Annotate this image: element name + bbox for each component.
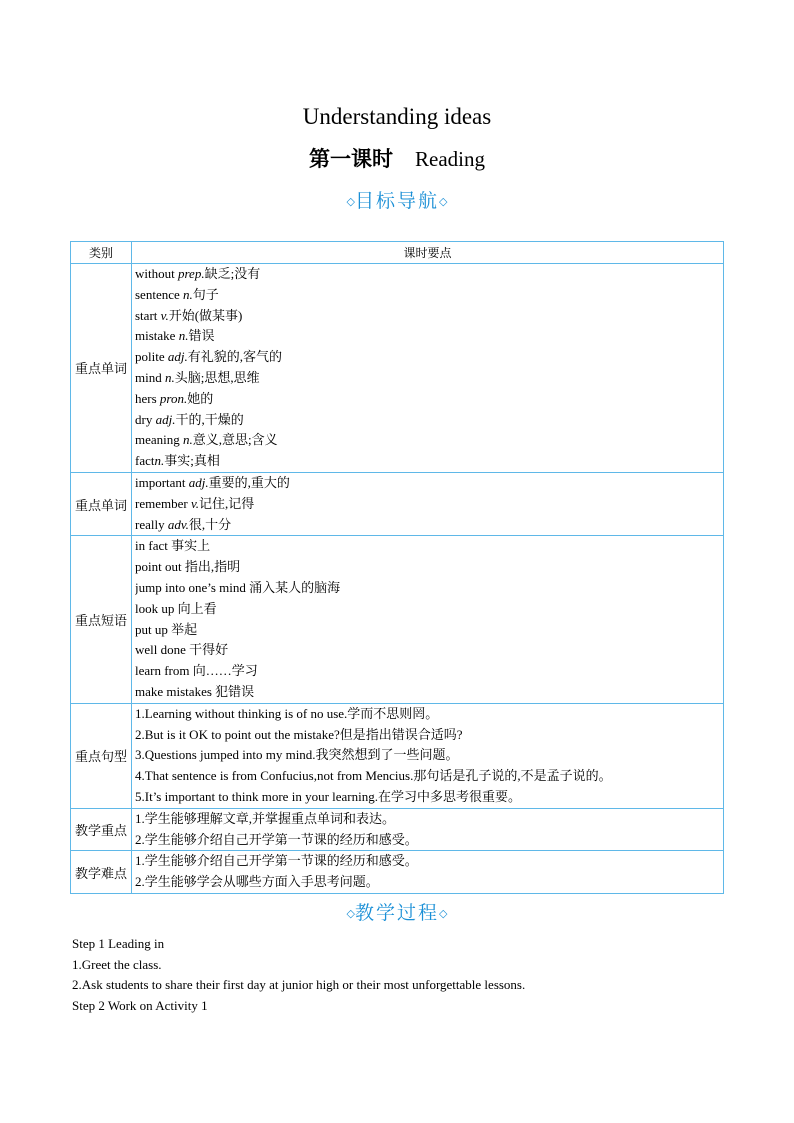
lesson-number: 第一课时 <box>309 147 393 171</box>
meaning-text: 有礼貌的,客气的 <box>187 349 282 365</box>
process-line: 1.Greet the class. <box>72 957 162 972</box>
point-line <box>135 809 723 830</box>
term-text: 2.学生能够学会从哪些方面入手思考问题。 <box>135 874 379 890</box>
point-line <box>135 661 723 682</box>
meaning-text: 开始(做某事) <box>168 307 243 323</box>
term-text: dry <box>135 411 156 427</box>
meaning-text: 很,十分 <box>188 516 232 532</box>
point-line <box>135 830 723 851</box>
point-line <box>135 473 723 494</box>
points-cell <box>132 472 724 535</box>
point-line <box>135 306 723 327</box>
column-header-category: 类别 <box>71 242 132 264</box>
process-line: Step 2 Work on Activity 1 <box>72 998 208 1013</box>
category-cell: 重点短语 <box>71 536 132 703</box>
point-line <box>135 285 723 306</box>
meaning-text: 记住,记得 <box>199 495 255 511</box>
term-text: in fact 事实上 <box>135 538 211 554</box>
table-row <box>71 264 724 473</box>
term-text: 4.That sentence is from Confucius,not from Mencius.那句话是孔子说的,不是孟子说的。 <box>135 768 612 784</box>
section-title: 教学过程 <box>354 902 439 924</box>
lesson-points-table <box>70 241 724 894</box>
term-text: 1.学生能够介绍自己开学第一节课的经历和感受。 <box>135 853 418 869</box>
point-line <box>135 264 723 285</box>
points-cell <box>132 264 724 473</box>
term-text: jump into one’s mind 涌入某人的脑海 <box>135 579 341 595</box>
term-text: meaning <box>135 432 184 448</box>
point-line <box>135 620 723 641</box>
part-of-speech: adj. <box>155 411 176 427</box>
meaning-text: 重要的,重大的 <box>208 474 290 490</box>
part-of-speech: n. <box>178 328 189 344</box>
point-line <box>135 725 723 746</box>
point-line <box>135 389 723 410</box>
part-of-speech: adv. <box>167 516 189 532</box>
meaning-text: 句子 <box>192 286 219 302</box>
point-line <box>135 745 723 766</box>
term-text: fact <box>135 453 155 469</box>
category-cell: 重点单词 <box>71 472 132 535</box>
term-text: hers <box>135 390 160 406</box>
diamond-icon: ◇ <box>346 195 355 208</box>
diamond-icon: ◇ <box>439 907 448 920</box>
point-line <box>135 578 723 599</box>
point-line <box>135 640 723 661</box>
point-line <box>135 682 723 703</box>
term-text: important <box>135 474 189 490</box>
part-of-speech: v. <box>160 307 169 323</box>
part-of-speech: prep. <box>177 266 205 281</box>
meaning-text: 错误 <box>188 328 215 344</box>
point-line <box>135 451 723 472</box>
point-line <box>135 368 723 389</box>
point-line <box>135 787 723 808</box>
term-text: 2.学生能够介绍自己开学第一节课的经历和感受。 <box>135 831 418 847</box>
diamond-icon: ◇ <box>439 195 448 208</box>
point-line <box>135 410 723 431</box>
part-of-speech: v. <box>190 495 200 511</box>
term-text: mistake <box>135 328 179 344</box>
term-text: sentence <box>135 286 184 302</box>
point-line <box>135 347 723 368</box>
meaning-text: 意义,意思;含义 <box>192 432 278 448</box>
process-line: 2.Ask students to share their first day at junior high or their most unforgettable lessons. <box>72 977 526 992</box>
table-header-row <box>71 242 724 264</box>
table-row <box>71 536 724 703</box>
meaning-text: 头脑;思想,思维 <box>174 369 260 385</box>
term-text: look up 向上看 <box>135 600 217 616</box>
term-text: 3.Questions jumped into my mind.我突然想到了一些问题。 <box>135 747 459 763</box>
part-of-speech: n. <box>154 453 165 469</box>
process-line: Step 1 Leading in <box>72 936 165 951</box>
point-line <box>135 599 723 620</box>
point-line <box>135 704 723 725</box>
term-text: 5.It’s important to think more in your learning.在学习中多思考很重要。 <box>135 788 521 804</box>
meaning-text: 干的,干燥的 <box>175 411 244 427</box>
points-cell <box>132 536 724 703</box>
table-row <box>71 703 724 808</box>
table-row <box>71 851 724 894</box>
term-text: make mistakes 犯错误 <box>135 683 255 699</box>
term-text: mind <box>135 369 165 385</box>
table-row <box>71 808 724 851</box>
meaning-text: 她的 <box>187 390 214 406</box>
point-line <box>135 872 723 893</box>
page-title: Understanding ideas <box>302 104 492 129</box>
diamond-icon: ◇ <box>346 907 355 920</box>
meaning-text: 事实;真相 <box>164 453 220 469</box>
term-text: point out 指出,指明 <box>135 559 241 575</box>
term-text: really <box>135 516 168 532</box>
points-cell <box>132 703 724 808</box>
section-heading-process <box>0 900 794 927</box>
category-cell: 教学难点 <box>71 851 132 894</box>
part-of-speech: adj. <box>167 349 188 365</box>
category-cell: 教学重点 <box>71 808 132 851</box>
point-line <box>135 851 723 872</box>
points-cell <box>132 851 724 894</box>
term-text: start <box>135 307 161 323</box>
part-of-speech: n. <box>164 369 175 385</box>
term-text: polite <box>135 349 168 365</box>
part-of-speech: adj. <box>188 474 209 490</box>
category-cell: 重点句型 <box>71 703 132 808</box>
point-line <box>135 326 723 347</box>
lesson-name: Reading <box>415 147 485 171</box>
term-text: 1.学生能够理解文章,并掌握重点单词和表达。 <box>135 810 396 826</box>
section-heading-goals <box>0 188 794 215</box>
section-title: 目标导航 <box>354 190 439 212</box>
column-header-points: 课时要点 <box>132 242 724 264</box>
point-line <box>135 557 723 578</box>
point-line <box>135 430 723 451</box>
term-text: remember <box>135 495 191 511</box>
point-line <box>135 766 723 787</box>
point-line <box>135 494 723 515</box>
table-row <box>71 472 724 535</box>
term-text: well done 干得好 <box>135 642 229 658</box>
part-of-speech: pron. <box>159 390 188 406</box>
part-of-speech: n. <box>183 286 193 302</box>
term-text: 2.But is it OK to point out the mistake?但是指出错误合适吗? <box>135 726 463 742</box>
category-cell: 重点单词 <box>71 264 132 473</box>
term-text: without <box>135 266 178 281</box>
term-text: learn from 向……学习 <box>135 663 258 679</box>
point-line <box>135 515 723 536</box>
points-cell <box>132 808 724 851</box>
term-text: 1.Learning without thinking is of no use.学而不思则罔。 <box>135 705 439 721</box>
meaning-text: 缺乏;没有 <box>204 266 261 281</box>
term-text: put up 举起 <box>135 621 198 637</box>
point-line <box>135 536 723 557</box>
lesson-heading <box>0 144 794 174</box>
part-of-speech: n. <box>183 432 193 448</box>
